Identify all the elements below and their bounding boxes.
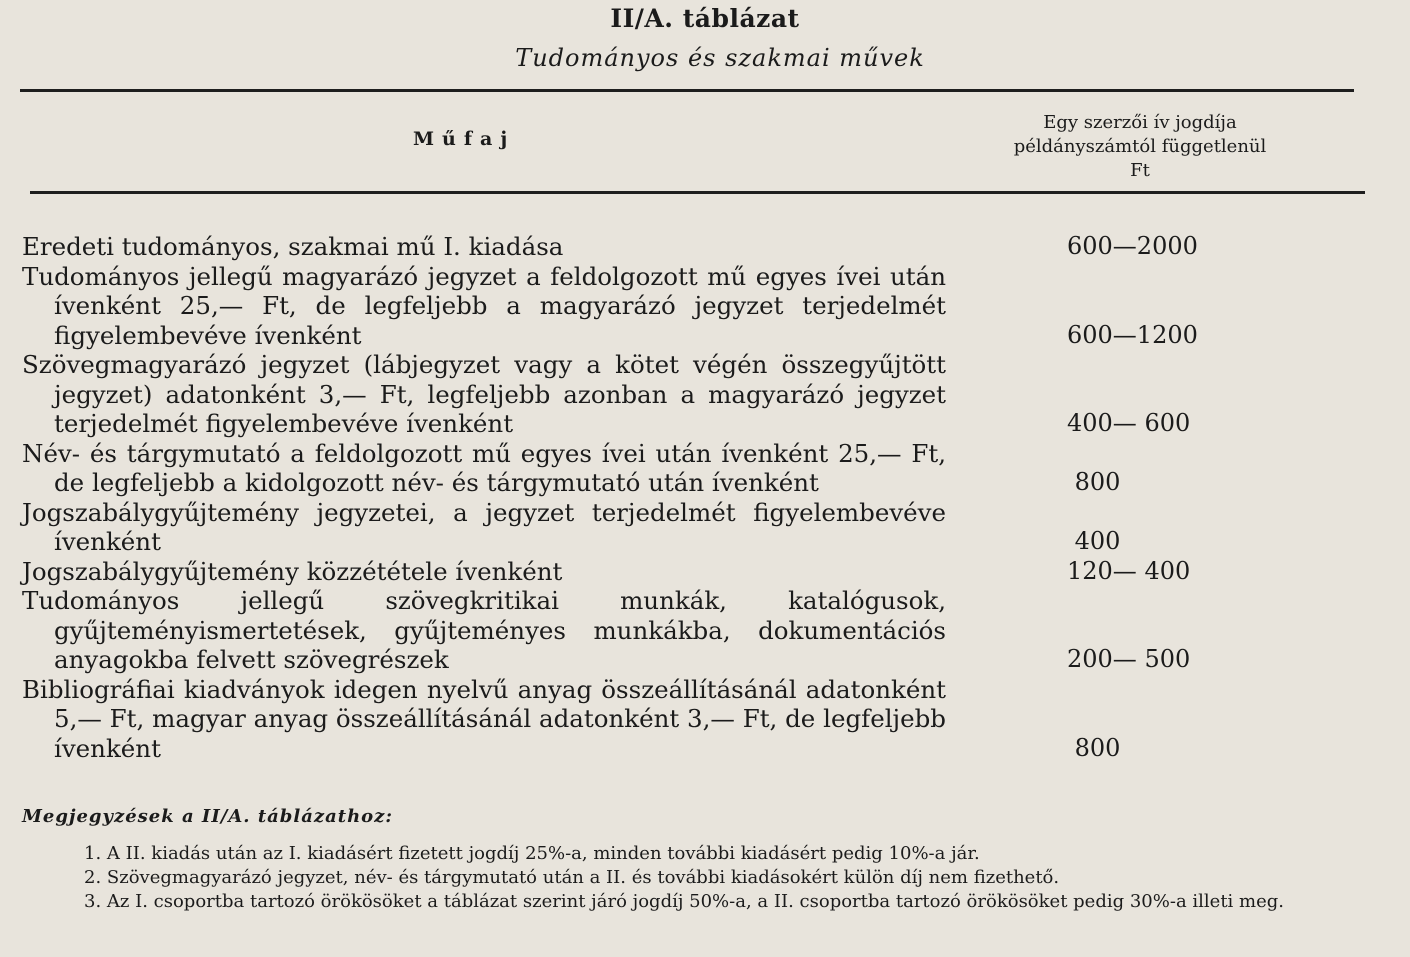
row-description: Tudományos jellegű szövegkritikai munkák, katalógusok, gyűjteményismertetések, gyűjteményes munkákba, dokumentációs anyagokba felvett szövegrészek xyxy=(22,586,946,674)
table-row xyxy=(22,439,1322,498)
header-rule xyxy=(30,191,1365,194)
row-description: Jogszabálygyűjtemény közzététele ívenként xyxy=(22,556,563,586)
notes-title: Megjegyzések a II/A. táblázathoz: xyxy=(22,806,394,827)
table-row xyxy=(22,262,1322,351)
row-fee: 400 xyxy=(1067,527,1121,555)
row-fee: 600—1200 xyxy=(1067,320,1198,349)
row-description: Szövegmagyarázó jegyzet (lábjegyzet vagy a kötet végén összegyűjtött jegyzet) adatonként 3,— Ft, legfeljebb azonban a magyarázó jegyzet terjedelmét figyelembevéve ívenként xyxy=(22,350,946,438)
column-header-fee-line: Ft xyxy=(1130,160,1150,181)
column-header-fee xyxy=(975,111,1305,183)
row-fee: 120— 400 xyxy=(1067,556,1191,585)
row-fee: 600—2000 xyxy=(1067,232,1198,260)
table-row xyxy=(22,350,1322,439)
note-item: 1. A II. kiadás után az I. kiadásért fizetett jogdíj 25%-a, minden további kiadásért pedig 10%-a jár. xyxy=(84,843,980,864)
table-row xyxy=(22,675,1322,764)
row-fee: 400— 600 xyxy=(1067,409,1191,437)
table-row xyxy=(22,232,1322,262)
row-description: Név- és tárgymutató a feldolgozott mű egyes ívei után ívenként 25,— Ft, de legfeljebb a kidolgozott név- és tárgymutató után ívenként xyxy=(22,438,946,497)
notes-list xyxy=(22,842,1322,914)
table-body xyxy=(22,232,1322,763)
row-description: Jogszabálygyűjtemény jegyzetei, a jegyzet terjedelmét figyelembevéve ívenként xyxy=(22,497,946,556)
table-row xyxy=(22,498,1322,557)
row-fee: 800 xyxy=(1067,468,1121,496)
table-row xyxy=(22,557,1322,587)
note-item: 3. Az I. csoportba tartozó örökösöket a táblázat szerint járó jogdíj 50%-a, a II. csoportba tartozó örökösöket pedig 30%-a illeti meg. xyxy=(84,891,1284,912)
table-row xyxy=(22,586,1322,675)
row-fee: 800 xyxy=(1067,733,1121,762)
row-description: Eredeti tudományos, szakmai mű I. kiadása xyxy=(22,232,564,261)
column-header-fee-line: Egy szerzői ív jogdíja xyxy=(1043,112,1237,133)
column-header-genre: Műfaj xyxy=(413,128,516,150)
top-rule xyxy=(20,89,1354,92)
column-header-fee-line: példányszámtól függetlenül xyxy=(1013,136,1267,157)
note-item: 2. Szövegmagyarázó jegyzet, név- és tárgymutató után a II. és további kiadásokért külön díj nem fizethető. xyxy=(84,867,1060,888)
table-subtitle: Tudományos és szakmai művek xyxy=(515,44,925,72)
row-fee: 200— 500 xyxy=(1067,645,1191,673)
row-description: Tudományos jellegű magyarázó jegyzet a feldolgozott mű egyes ívei után ívenként 25,— Ft, de legfeljebb a magyarázó jegyzet terjedelmét figyelembevéve ívenként xyxy=(22,261,946,350)
row-description: Bibliográfiai kiadványok idegen nyelvű anyag összeállításánál adatonként 5,— Ft, magyar anyag összeállításánál adatonként 3,— Ft, de legfeljebb ívenként xyxy=(22,674,946,763)
table-title: II/A. táblázat xyxy=(610,4,800,33)
